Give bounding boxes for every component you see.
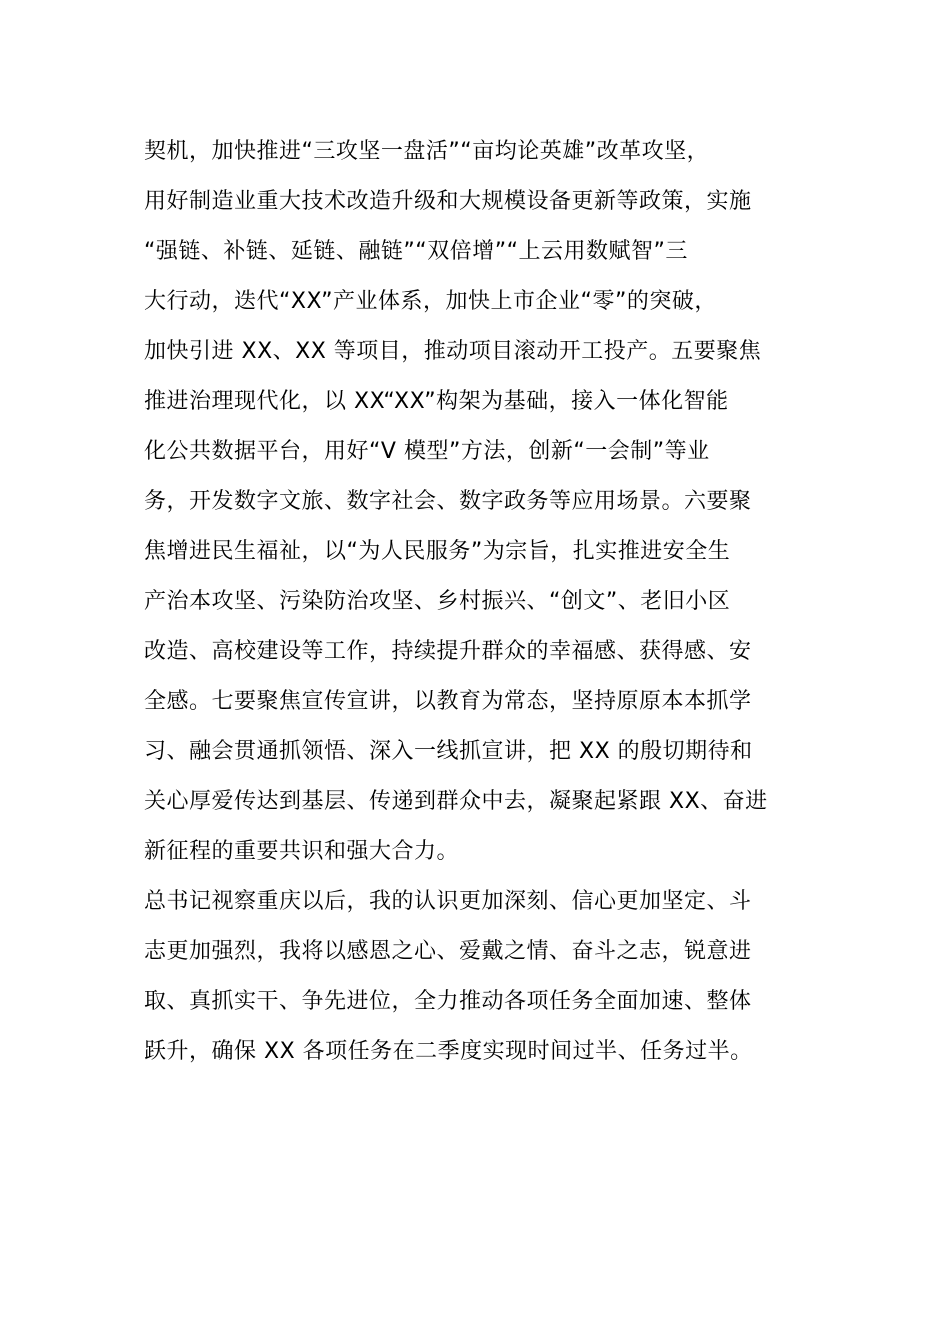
text-line: 习、融会贯通抓领悟、深入一线抓宣讲，把 XX 的殷切期待和 bbox=[144, 739, 753, 764]
text-line: 改造、高校建设等工作，持续提升群众的幸福感、获得感、安 bbox=[144, 639, 752, 664]
text-line: 新征程的重要共识和强大合力。 bbox=[144, 839, 460, 864]
text-line: 全感。七要聚焦宣传宣讲，以教育为常态，坚持原原本本抓学 bbox=[144, 689, 752, 714]
text-line: 契机，加快推进“三攻坚一盘活”“亩均论英雄”改革攻坚， bbox=[144, 139, 710, 164]
text-line: 关心厚爱传达到基层、传递到群众中去，凝聚起紧跟 XX、奋进 bbox=[144, 789, 768, 814]
text-line: 取、真抓实干、争先进位，全力推动各项任务全面加速、整体 bbox=[144, 989, 752, 1014]
text-line: 加快引进 XX、XX 等项目，推动项目滚动开工投产。五要聚焦 bbox=[144, 339, 762, 364]
text-line: “强链、补链、延链、融链”“双倍增”“上云用数赋智”三 bbox=[144, 239, 688, 264]
text-line: 化公共数据平台，用好“V 模型”方法，创新“一会制”等业 bbox=[144, 439, 710, 464]
text-line: 务，开发数字文旅、数字社会、数字政务等应用场景。六要聚 bbox=[144, 489, 752, 514]
text-line: 大行动，迭代“XX”产业体系，加快上市企业“零”的突破， bbox=[144, 289, 717, 314]
text-line: 志更加强烈，我将以感恩之心、爱戴之情、奋斗之志，锐意进 bbox=[144, 939, 752, 964]
body-text bbox=[144, 127, 814, 1077]
text-line: 产治本攻坚、污染防治攻坚、乡村振兴、“创文”、老旧小区 bbox=[144, 589, 731, 614]
text-line: 用好制造业重大技术改造升级和大规模设备更新等政策，实施 bbox=[144, 189, 752, 214]
text-line: 总书记视察重庆以后，我的认识更加深刻、信心更加坚定、斗 bbox=[144, 889, 752, 914]
text-line: 焦增进民生福祉，以“为人民服务”为宗旨，扎实推进安全生 bbox=[144, 539, 731, 564]
text-line: 推进治理现代化，以 XX“XX”构架为基础，接入一体化智能 bbox=[144, 389, 729, 414]
text-line: 跃升，确保 XX 各项任务在二季度实现时间过半、任务过半。 bbox=[144, 1039, 753, 1064]
